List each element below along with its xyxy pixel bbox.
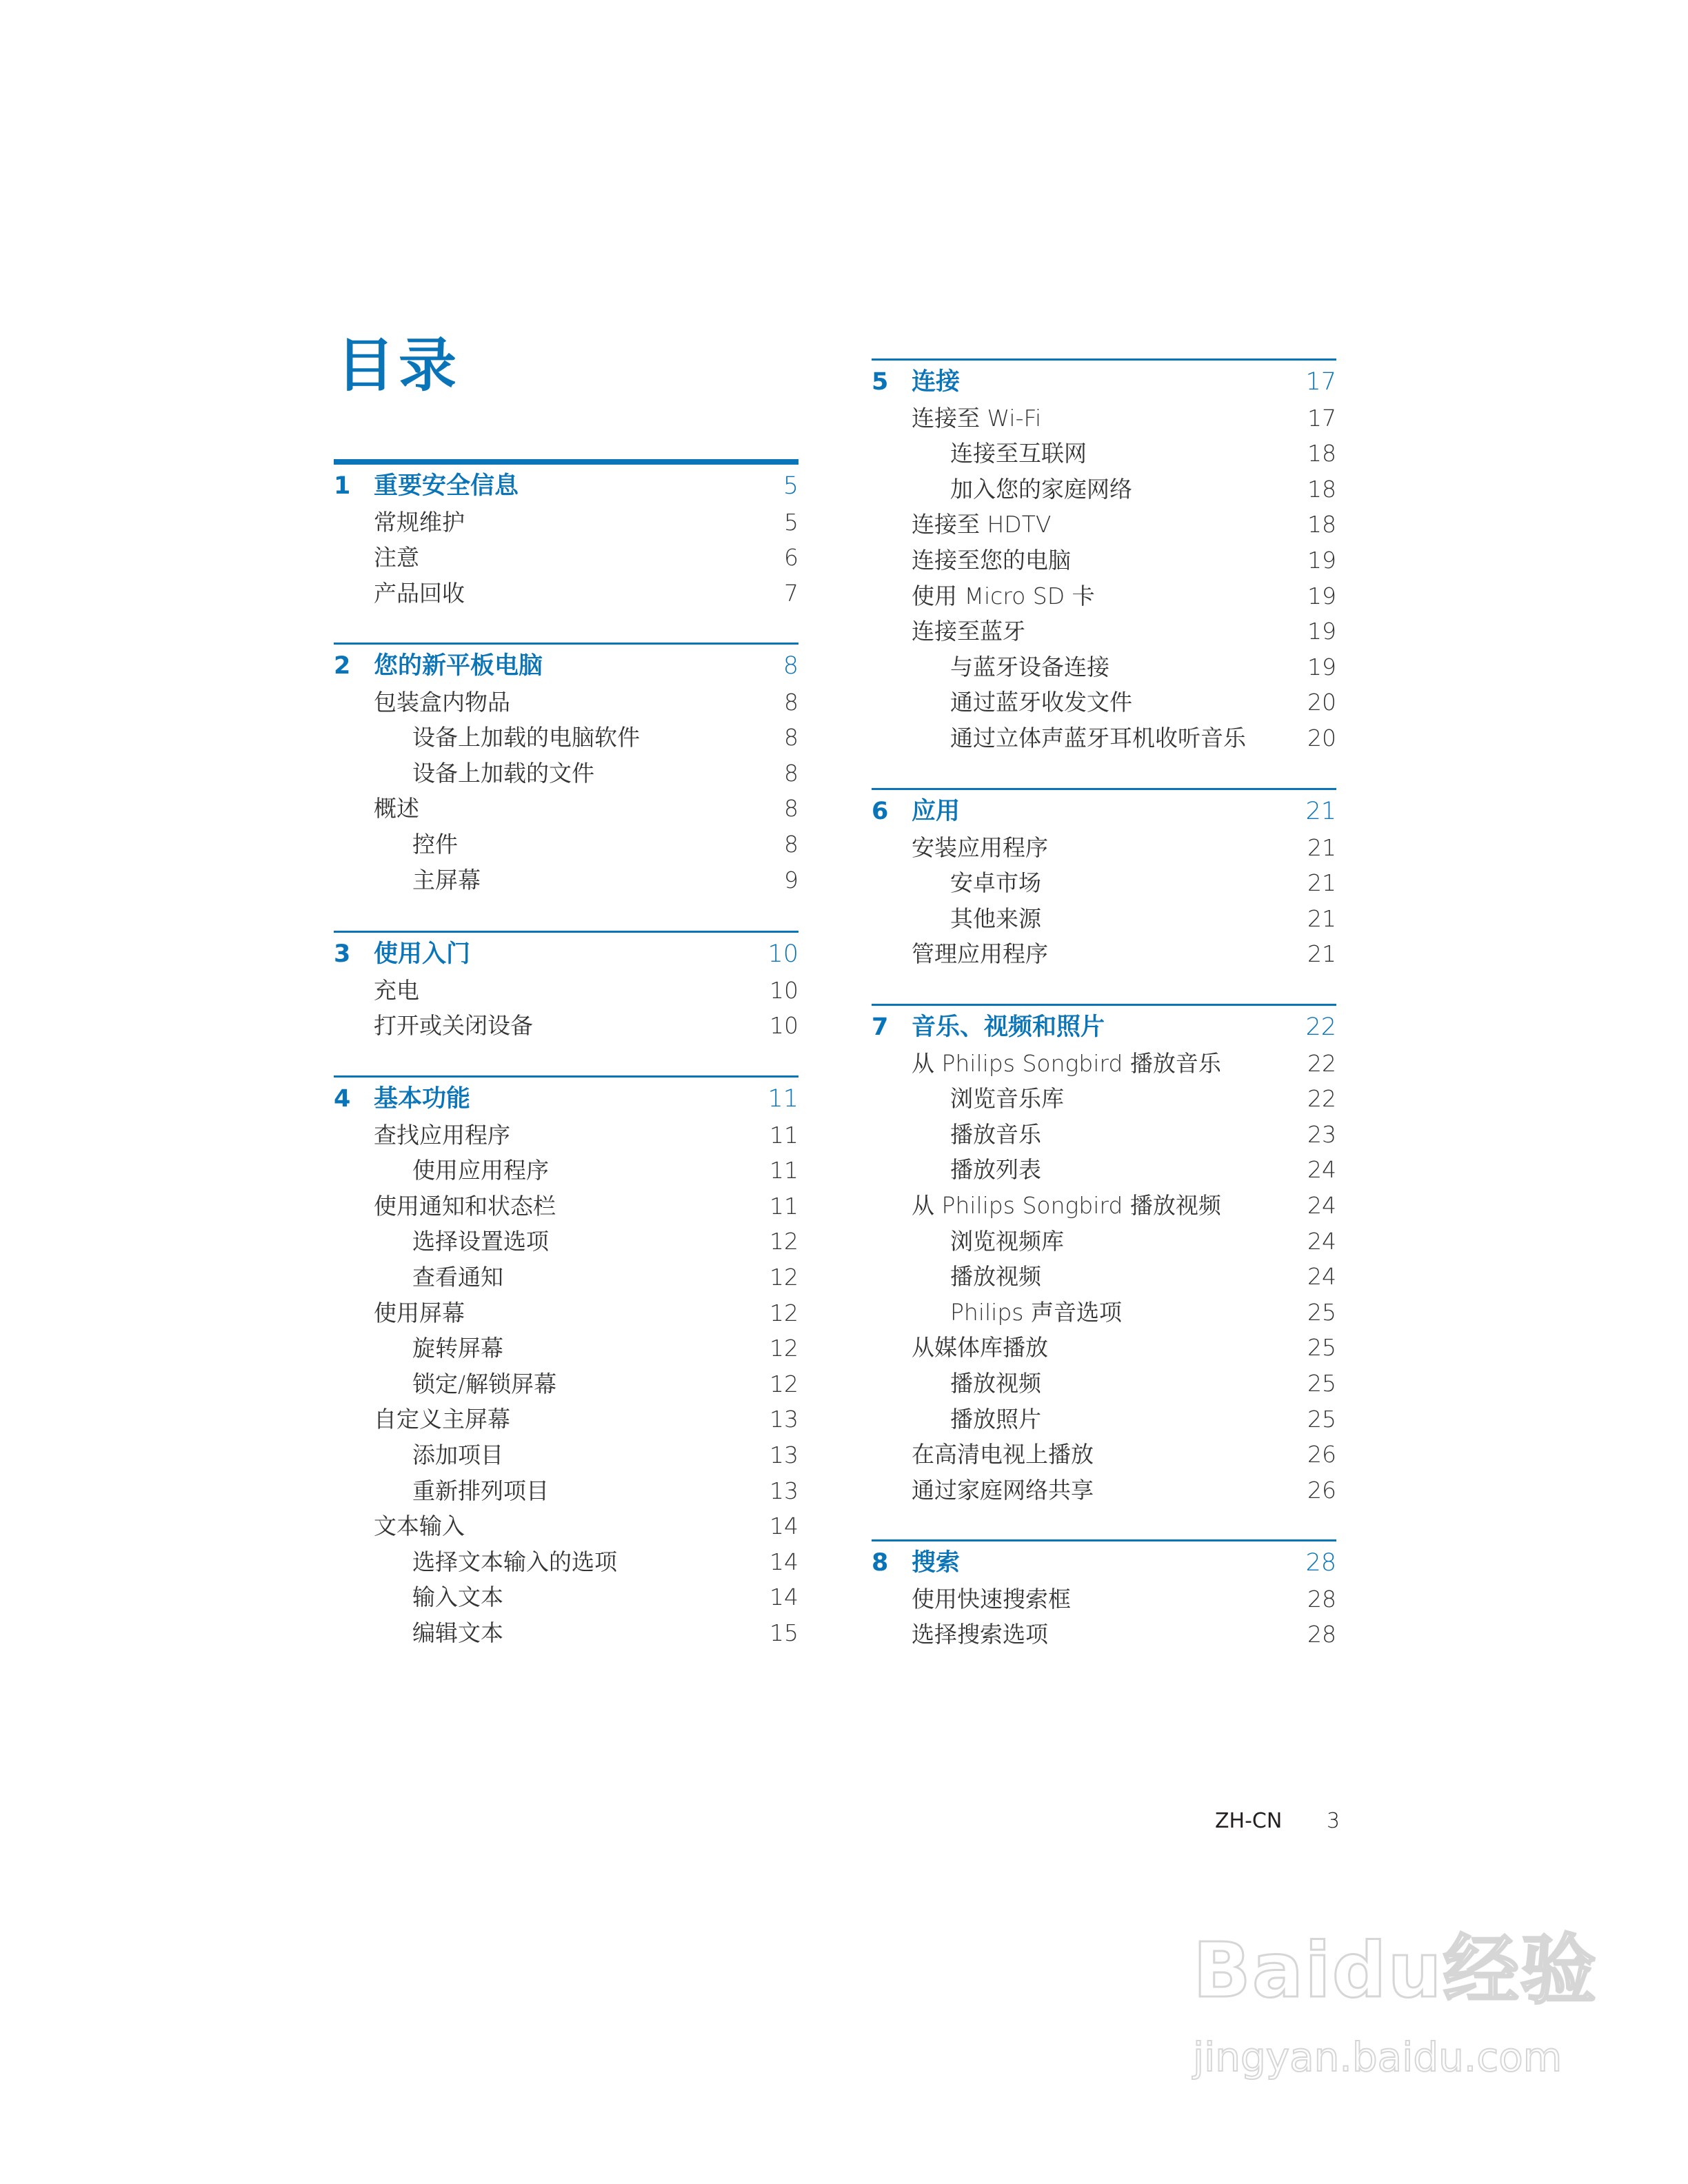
toc-entry[interactable]: [872, 543, 1336, 578]
toc-entry[interactable]: [872, 1437, 1336, 1473]
entry-page: 22: [1307, 1085, 1336, 1113]
section-number: 8: [872, 1549, 889, 1577]
entry-page: 14: [770, 1584, 798, 1611]
toc-entry[interactable]: [872, 401, 1336, 436]
entry-title: 通过蓝牙收发文件: [950, 689, 1132, 716]
entry-page: 18: [1307, 475, 1336, 503]
toc-entry[interactable]: [334, 685, 798, 720]
entry-title: 选择搜索选项: [912, 1621, 1048, 1648]
entry-title: 连接至蓝牙: [912, 618, 1025, 645]
entry-title: 管理应用程序: [912, 940, 1048, 968]
toc-entry[interactable]: [334, 756, 798, 791]
section-title: 使用入门: [374, 940, 471, 968]
toc-entry[interactable]: [872, 1366, 1336, 1402]
entry-page: 23: [1307, 1120, 1336, 1148]
entry-title: 安装应用程序: [912, 833, 1048, 861]
entry-title: 查找应用程序: [374, 1121, 510, 1149]
toc-entry[interactable]: [872, 1581, 1336, 1617]
toc-section-1: [334, 459, 798, 611]
toc-section-heading[interactable]: [334, 469, 798, 505]
entry-page: 8: [784, 688, 798, 716]
entry-page: 19: [1307, 618, 1336, 645]
entry-title: 添加项目: [412, 1441, 503, 1468]
entry-title: 从 Philips Songbird 播放视频: [912, 1191, 1221, 1219]
entry-page: 11: [770, 1157, 798, 1184]
entry-title: 概述: [374, 795, 419, 822]
toc-entry[interactable]: [872, 578, 1336, 614]
entry-title: 注意: [374, 544, 419, 572]
entry-title: 加入您的家庭网络: [950, 475, 1132, 503]
entry-title: 重新排列项目: [412, 1477, 549, 1504]
toc-entry[interactable]: [872, 1402, 1336, 1437]
toc-entry[interactable]: [334, 1437, 798, 1473]
entry-title: 使用应用程序: [412, 1157, 549, 1184]
section-title: 搜索: [912, 1549, 961, 1577]
toc-entry[interactable]: [872, 720, 1336, 756]
toc-entry[interactable]: [334, 791, 798, 827]
entry-title: 播放视频: [950, 1263, 1041, 1291]
entry-title: 在高清电视上播放: [912, 1441, 1094, 1468]
entry-page: 20: [1307, 689, 1336, 716]
entry-page: 9: [784, 866, 798, 893]
entry-page: 19: [1307, 582, 1336, 609]
entry-title: 选择文本输入的选项: [412, 1548, 617, 1575]
entry-page: 8: [784, 795, 798, 822]
section-number: 3: [334, 940, 351, 968]
toc-section-heading[interactable]: [872, 365, 1336, 401]
entry-page: 12: [770, 1299, 798, 1326]
entry-page: 8: [784, 830, 798, 858]
entry-page: 13: [770, 1477, 798, 1504]
toc-entry[interactable]: [872, 507, 1336, 543]
toc-section-heading[interactable]: [334, 937, 798, 973]
entry-title: 连接至您的电脑: [912, 546, 1071, 574]
toc-entry[interactable]: [334, 540, 798, 576]
entry-page: 12: [770, 1335, 798, 1362]
section-number: 6: [872, 798, 889, 825]
entry-title: 从 Philips Songbird 播放音乐: [912, 1049, 1221, 1077]
toc-entry[interactable]: [872, 1295, 1336, 1331]
entry-title: 播放列表: [950, 1156, 1041, 1184]
entry-title: 文本输入: [374, 1513, 465, 1540]
entry-title: 输入文本: [412, 1584, 503, 1611]
toc-section-heading[interactable]: [872, 1546, 1336, 1581]
toc-entry[interactable]: [334, 827, 798, 862]
page-title: 目录: [336, 332, 461, 399]
section-title: 音乐、视频和照片: [912, 1013, 1105, 1041]
entry-title: 播放照片: [950, 1405, 1041, 1433]
section-title: 应用: [912, 798, 961, 825]
toc-entry[interactable]: [872, 1152, 1336, 1188]
entry-page: 12: [770, 1228, 798, 1255]
entry-title: 充电: [374, 976, 419, 1004]
entry-title: 主屏幕: [412, 866, 481, 893]
entry-title: 设备上加载的文件: [412, 759, 594, 787]
entry-page: 13: [770, 1406, 798, 1433]
toc-entry[interactable]: [872, 685, 1336, 720]
entry-page: 25: [1307, 1369, 1336, 1397]
toc-entry[interactable]: [872, 1617, 1336, 1652]
toc-entry[interactable]: [334, 1189, 798, 1224]
entry-title: 通过立体声蓝牙耳机收听音乐: [950, 724, 1246, 751]
toc-entry[interactable]: [334, 1153, 798, 1189]
entry-title: 使用通知和状态栏: [374, 1192, 556, 1220]
entry-title: 浏览视频库: [950, 1227, 1064, 1255]
entry-title: 产品回收: [374, 579, 465, 607]
toc-entry[interactable]: [334, 505, 798, 540]
watermark-url: jingyan.baidu.com: [1193, 2034, 1563, 2081]
entry-title: 浏览音乐库: [950, 1085, 1064, 1113]
toc-entry[interactable]: [872, 472, 1336, 507]
entry-page: 11: [770, 1121, 798, 1149]
entry-title: 控件: [412, 830, 458, 858]
toc-entry[interactable]: [872, 1081, 1336, 1117]
entry-title: 安卓市场: [950, 869, 1041, 897]
entry-page: 10: [770, 1012, 798, 1040]
section-number: 1: [334, 472, 351, 500]
entry-title: 选择设置选项: [412, 1228, 549, 1255]
toc-section-5: [872, 358, 1336, 756]
toc-section-8: [872, 1539, 1336, 1652]
section-title: 重要安全信息: [374, 472, 519, 500]
entry-page: 25: [1307, 1298, 1336, 1326]
toc-entry[interactable]: [872, 436, 1336, 472]
entry-page: 26: [1307, 1476, 1336, 1504]
toc-section-heading[interactable]: [334, 1082, 798, 1118]
toc-entry[interactable]: [334, 1544, 798, 1580]
entry-page: 20: [1307, 724, 1336, 751]
section-title: 您的新平板电脑: [374, 652, 543, 680]
entry-page: 13: [770, 1441, 798, 1468]
entry-title: 查看通知: [412, 1263, 503, 1291]
section-page: 11: [767, 1085, 798, 1113]
entry-page: 24: [1307, 1156, 1336, 1184]
toc-entry[interactable]: [334, 1579, 798, 1615]
toc-entry[interactable]: [872, 1117, 1336, 1153]
entry-page: 21: [1307, 869, 1336, 897]
entry-title: 使用屏幕: [374, 1299, 465, 1326]
toc-section-heading[interactable]: [334, 649, 798, 685]
entry-page: 25: [1307, 1334, 1336, 1362]
section-page: 28: [1305, 1549, 1336, 1577]
entry-title: 连接至 HDTV: [912, 511, 1052, 538]
toc-section-2: [334, 643, 798, 898]
toc-section-heading[interactable]: [872, 794, 1336, 830]
section-page: 8: [783, 652, 798, 680]
section-title: 基本功能: [374, 1085, 471, 1113]
watermark-logo: Baidu经验: [1193, 1926, 1598, 2014]
entry-title: 设备上加载的电脑软件: [412, 724, 640, 751]
entry-page: 18: [1307, 440, 1336, 467]
toc-entry[interactable]: [334, 973, 798, 1009]
toc-entry[interactable]: [872, 1188, 1336, 1224]
entry-page: 21: [1307, 940, 1336, 968]
entry-title: 常规维护: [374, 508, 465, 536]
entry-title: 旋转屏幕: [412, 1335, 503, 1362]
toc-entry[interactable]: [334, 862, 798, 898]
entry-page: 11: [770, 1192, 798, 1220]
entry-title: 通过家庭网络共享: [912, 1476, 1094, 1504]
entry-title: 打开或关闭设备: [374, 1012, 533, 1040]
toc-entry[interactable]: [334, 720, 798, 756]
toc-entry[interactable]: [334, 1473, 798, 1509]
entry-page: 19: [1307, 546, 1336, 574]
entry-title: 使用快速搜索框: [912, 1585, 1071, 1612]
entry-page: 19: [1307, 653, 1336, 680]
toc-section-4: [334, 1075, 798, 1651]
toc-entry[interactable]: [872, 830, 1336, 866]
entry-title: 连接至互联网: [950, 440, 1087, 467]
toc-section-heading[interactable]: [872, 1010, 1336, 1046]
toc-entry[interactable]: [872, 901, 1336, 937]
entry-page: 18: [1307, 511, 1336, 538]
entry-title: 从媒体库播放: [912, 1334, 1048, 1362]
entry-page: 10: [770, 976, 798, 1004]
section-number: 7: [872, 1013, 889, 1041]
entry-title: 自定义主屏幕: [374, 1406, 510, 1433]
toc-section-3: [334, 931, 798, 1044]
entry-page: 7: [784, 579, 798, 607]
entry-page: 21: [1307, 833, 1336, 861]
toc-section-6: [872, 788, 1336, 972]
entry-page: 8: [784, 724, 798, 751]
entry-title: 包装盒内物品: [374, 688, 510, 716]
entry-title: 使用 Micro SD 卡: [912, 582, 1095, 609]
entry-title: 播放视频: [950, 1369, 1041, 1397]
entry-page: 24: [1307, 1227, 1336, 1255]
entry-page: 12: [770, 1370, 798, 1397]
section-page: 21: [1305, 798, 1336, 825]
toc-entry[interactable]: [334, 576, 798, 611]
section-title: 连接: [912, 368, 961, 396]
entry-page: 14: [770, 1513, 798, 1540]
entry-page: 22: [1307, 1049, 1336, 1077]
entry-title: 与蓝牙设备连接: [950, 653, 1109, 680]
entry-page: 5: [784, 508, 798, 536]
entry-title: 锁定/解锁屏幕: [412, 1370, 557, 1397]
entry-page: 15: [770, 1619, 798, 1646]
section-number: 5: [872, 368, 889, 396]
toc-entry[interactable]: [334, 1402, 798, 1437]
toc-entry[interactable]: [872, 1259, 1336, 1295]
toc-entry[interactable]: [334, 1224, 798, 1260]
entry-page: 8: [784, 759, 798, 787]
section-page: 17: [1305, 368, 1336, 396]
entry-title: 连接至 Wi-Fi: [912, 404, 1042, 432]
entry-page: 12: [770, 1263, 798, 1291]
entry-page: 6: [784, 544, 798, 572]
entry-page: 24: [1307, 1191, 1336, 1219]
section-page: 22: [1305, 1013, 1336, 1041]
toc-entry[interactable]: [334, 1508, 798, 1544]
footer-page-number: 3: [1327, 1809, 1340, 1833]
toc-entry[interactable]: [334, 1295, 798, 1331]
entry-page: 28: [1307, 1621, 1336, 1648]
toc-entry[interactable]: [872, 1473, 1336, 1508]
toc-entry[interactable]: [872, 1224, 1336, 1260]
toc-entry[interactable]: [334, 1008, 798, 1044]
section-page: 5: [783, 472, 798, 500]
footer-language: ZH-CN: [1215, 1809, 1283, 1833]
toc-entry[interactable]: [334, 1118, 798, 1153]
toc-entry[interactable]: [872, 1330, 1336, 1366]
toc-entry[interactable]: [334, 1331, 798, 1366]
entry-page: 14: [770, 1548, 798, 1575]
entry-page: 28: [1307, 1585, 1336, 1612]
toc-entry[interactable]: [872, 1046, 1336, 1082]
entry-title: 其他来源: [950, 904, 1041, 932]
entry-title: 编辑文本: [412, 1619, 503, 1646]
toc-entry[interactable]: [872, 614, 1336, 649]
section-number: 2: [334, 652, 351, 680]
toc-entry[interactable]: [872, 649, 1336, 685]
entry-title: 播放音乐: [950, 1120, 1041, 1148]
section-page: 10: [767, 940, 798, 968]
toc-entry[interactable]: [334, 1366, 798, 1402]
toc-entry[interactable]: [872, 865, 1336, 901]
entry-page: 24: [1307, 1263, 1336, 1291]
section-number: 4: [334, 1085, 351, 1113]
toc-section-7: [872, 1004, 1336, 1508]
toc-entry[interactable]: [334, 1615, 798, 1651]
toc-entry[interactable]: [334, 1260, 798, 1295]
toc-entry[interactable]: [872, 936, 1336, 972]
entry-page: 26: [1307, 1441, 1336, 1468]
entry-page: 17: [1307, 404, 1336, 432]
entry-page: 21: [1307, 904, 1336, 932]
entry-page: 25: [1307, 1405, 1336, 1433]
entry-title: Philips 声音选项: [950, 1298, 1122, 1326]
